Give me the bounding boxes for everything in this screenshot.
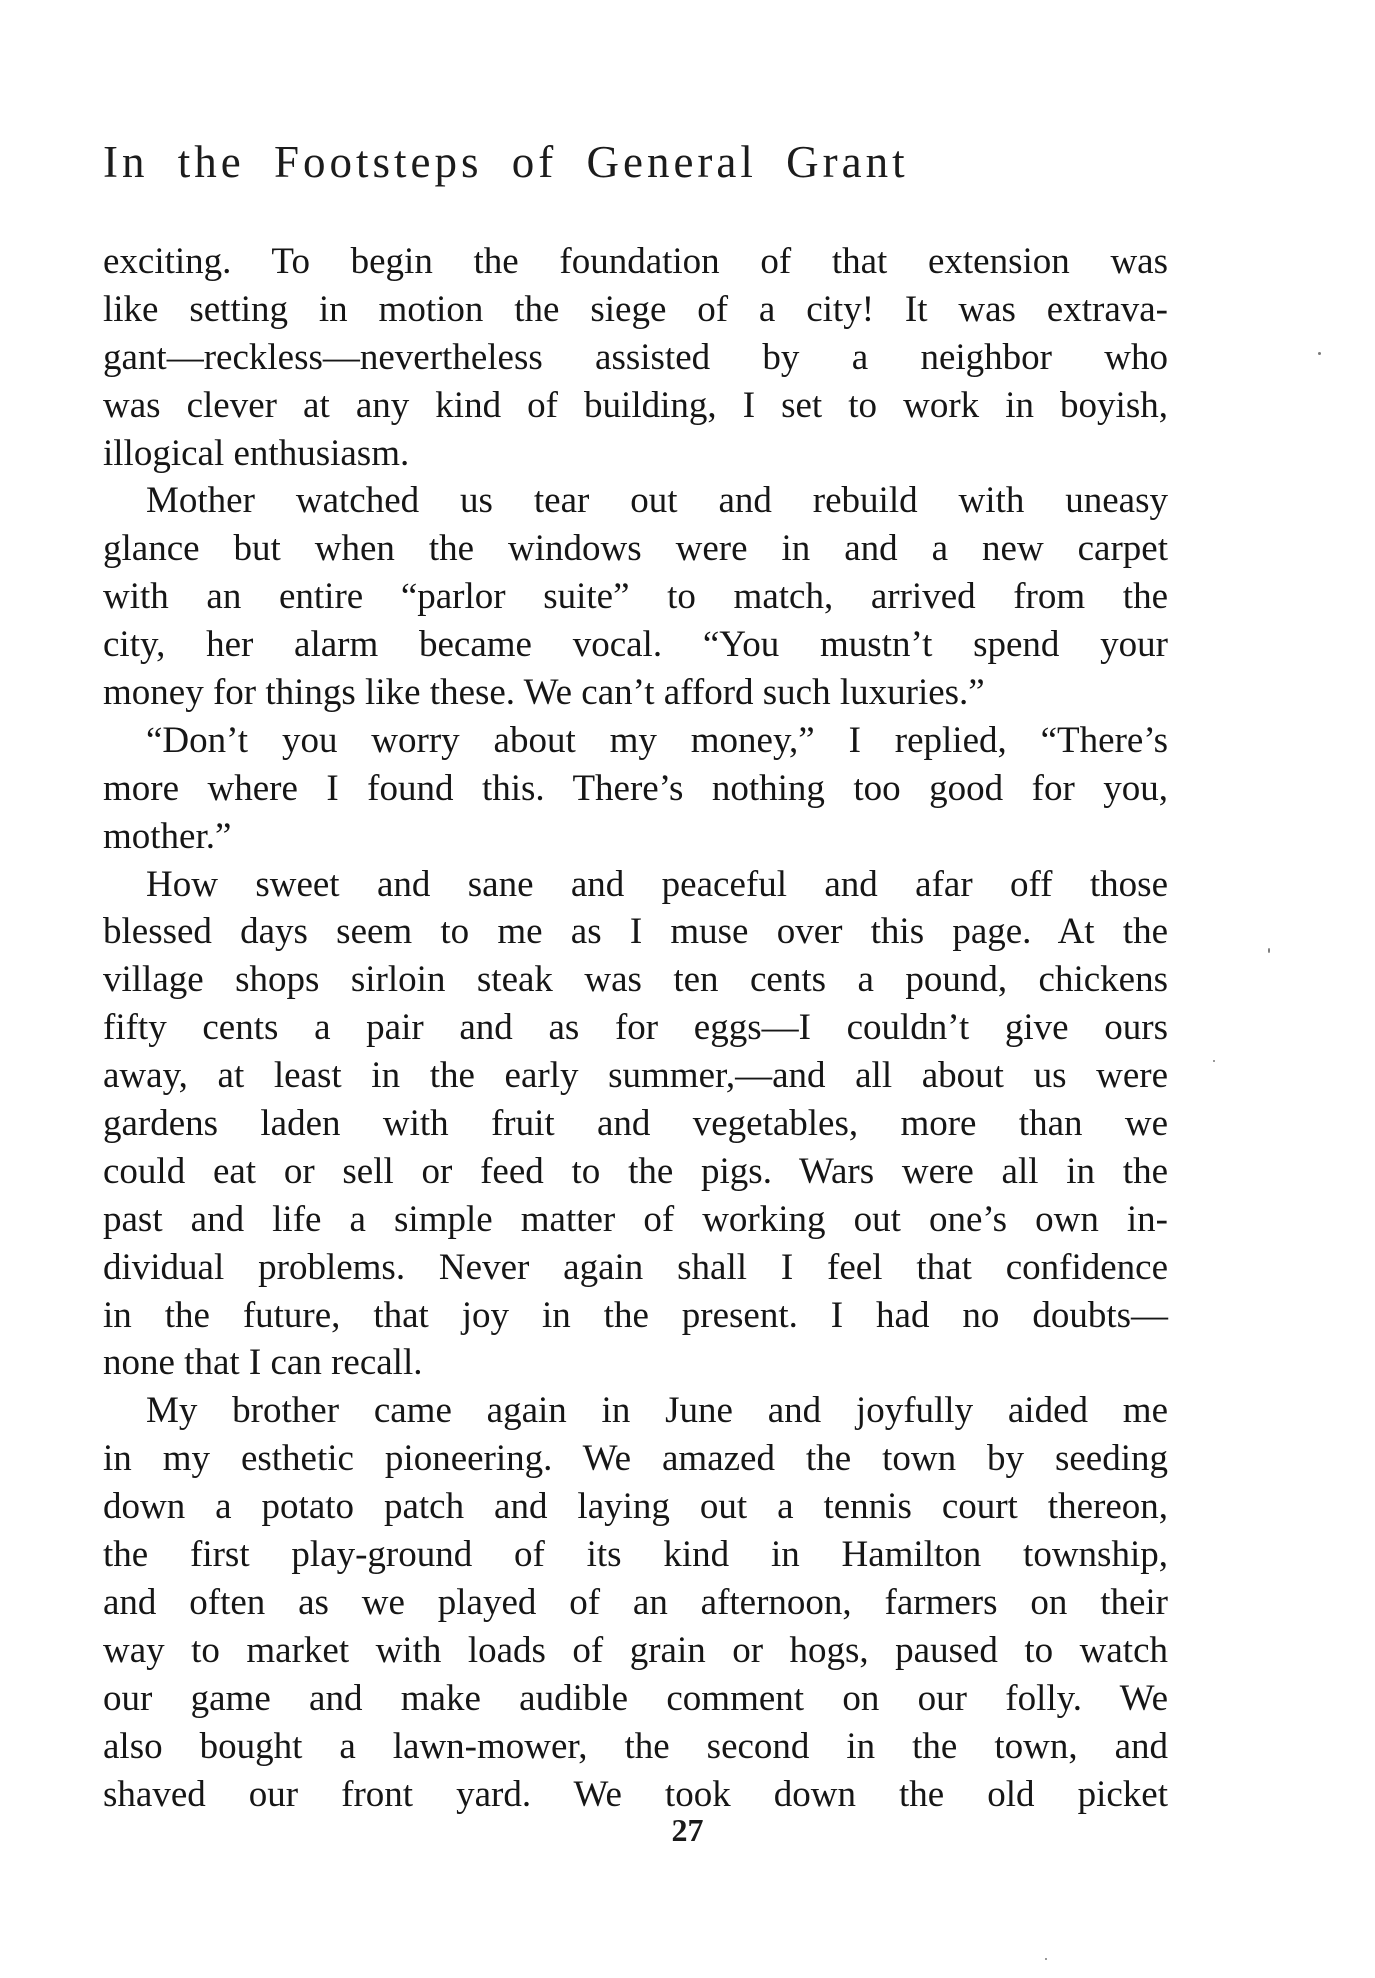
- text-line: none that I can recall.: [103, 1342, 423, 1384]
- page-number: 27: [671, 1812, 704, 1848]
- text-line: more where I found this. There’s nothing too good for you,: [103, 767, 1168, 809]
- text-line: illogical enthusiasm.: [103, 432, 410, 474]
- text-line: way to market with loads of grain or hogs, paused to watch: [103, 1629, 1168, 1671]
- text-line: with an entire “parlor suite” to match, arrived from the: [103, 576, 1168, 618]
- text-line: could eat or sell or feed to the pigs. Wars were all in the: [103, 1150, 1168, 1192]
- text-line: blessed days seem to me as I muse over this page. At the: [103, 911, 1168, 953]
- scan-speck: [1045, 1958, 1047, 1960]
- text-line: Mother watched us tear out and rebuild with uneasy: [146, 480, 1168, 522]
- text-line: fifty cents a pair and as for eggs—I couldn’t give ours: [103, 1007, 1168, 1049]
- scan-speck: [1318, 352, 1321, 355]
- text-line: like setting in motion the siege of a city! It was extrava-: [103, 288, 1168, 330]
- text-line: gardens laden with fruit and vegetables, more than we: [103, 1103, 1168, 1145]
- text-line: was clever at any kind of building, I set to work in boyish,: [103, 384, 1168, 426]
- text-line: mother.”: [103, 815, 232, 857]
- running-head: In the Footsteps of General Grant: [103, 137, 909, 187]
- body-text: [103, 238, 1168, 1818]
- text-line: city, her alarm became vocal. “You mustn’t spend your: [103, 624, 1168, 666]
- text-line: in my esthetic pioneering. We amazed the town by seeding: [103, 1438, 1168, 1480]
- text-line: past and life a simple matter of working out one’s own in-: [103, 1198, 1168, 1240]
- text-line: glance but when the windows were in and a new carpet: [103, 528, 1168, 570]
- text-line: exciting. To begin the foundation of that extension was: [103, 241, 1168, 282]
- text-line: gant—reckless—nevertheless assisted by a neighbor who: [103, 336, 1168, 378]
- text-line: the first play-ground of its kind in Hamilton township,: [103, 1534, 1168, 1576]
- text-line: away, at least in the early summer,—and all about us were: [103, 1055, 1168, 1097]
- text-line: How sweet and sane and peaceful and afar off those: [146, 863, 1168, 905]
- scan-speck: [1213, 1060, 1215, 1062]
- text-line: down a potato patch and laying out a tennis court thereon,: [103, 1486, 1168, 1528]
- text-line: money for things like these. We can’t afford such luxuries.”: [103, 672, 985, 714]
- text-line: also bought a lawn-mower, the second in the town, and: [103, 1725, 1168, 1767]
- text-line: dividual problems. Never again shall I feel that confidence: [103, 1246, 1168, 1288]
- text-line: village shops sirloin steak was ten cents a pound, chickens: [103, 959, 1168, 1001]
- text-line: “Don’t you worry about my money,” I replied, “There’s: [146, 719, 1168, 761]
- scan-speck: [1268, 948, 1270, 953]
- text-line: in the future, that joy in the present. I had no doubts—: [103, 1294, 1168, 1336]
- text-line: shaved our front yard. We took down the old picket: [103, 1773, 1168, 1815]
- text-line: My brother came again in June and joyfully aided me: [146, 1390, 1168, 1432]
- text-line: and often as we played of an afternoon, farmers on their: [103, 1581, 1168, 1623]
- text-line: our game and make audible comment on our folly. We: [103, 1677, 1168, 1719]
